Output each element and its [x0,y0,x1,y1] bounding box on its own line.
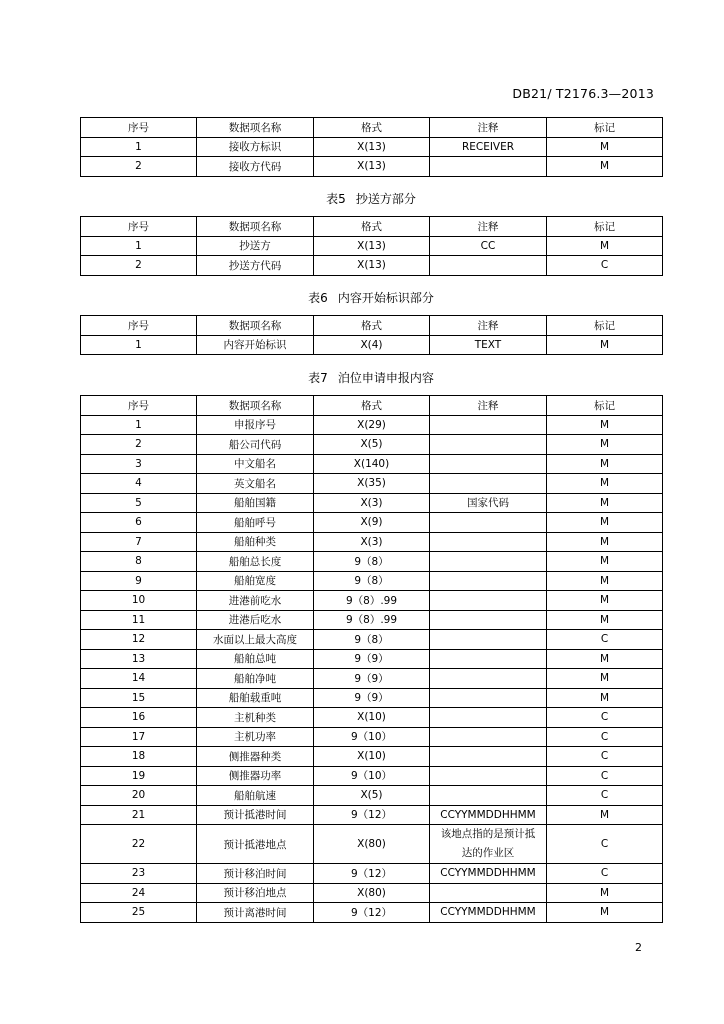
table-row [81,454,663,474]
table-cell: 9（10） [314,766,430,786]
table-cell: X(13) [314,137,430,157]
table-cell [430,256,547,276]
table-cell: M [547,552,663,572]
table-row [81,591,663,611]
caption-title: 泊位申请申报内容 [337,371,434,385]
table-row [81,708,663,728]
table-row [81,825,663,864]
table-cell: 19 [81,766,197,786]
column-header: 标记 [547,396,663,416]
table-cell: 8 [81,552,197,572]
table-row [81,610,663,630]
table-cell: 预计抵港地点 [197,825,314,864]
table-cell: X(80) [314,883,430,903]
table-cell [430,435,547,455]
column-header: 格式 [314,396,430,416]
table-cell: 9（8）.99 [314,610,430,630]
table-cell: 预计抵港时间 [197,805,314,825]
table-cell: 预计离港时间 [197,903,314,923]
table-cell: 25 [81,903,197,923]
table-cell: M [547,236,663,256]
header-row [81,118,663,138]
table-row [81,786,663,806]
table-cell [430,727,547,747]
table-cell: M [547,137,663,157]
table-cell [430,883,547,903]
table-row [81,513,663,533]
table-cell: 2 [81,435,197,455]
table-cell: 9（8） [314,552,430,572]
table-cell: 接收方标识 [197,137,314,157]
table-cell: M [547,903,663,923]
table-cell: 内容开始标识 [197,335,314,355]
table7-caption [80,369,662,386]
table-cell [430,532,547,552]
table-row [81,256,663,276]
table-cell: 抄送方代码 [197,256,314,276]
column-header: 格式 [314,217,430,237]
header-row [81,217,663,237]
table-cell: 23 [81,864,197,884]
column-header: 序号 [81,217,197,237]
table-cell: CCYYMMDDHHMM [430,864,547,884]
table-row [81,883,663,903]
table-cell: M [547,591,663,611]
table-cell [430,649,547,669]
table-berth-application [80,395,663,923]
table-cell: C [547,825,663,864]
table-cell: 22 [81,825,197,864]
table-cell: CC [430,236,547,256]
table-cell: X(3) [314,493,430,513]
table-row [81,630,663,650]
column-header: 数据项名称 [197,217,314,237]
table-cell [430,747,547,767]
column-header: 注释 [430,118,547,138]
header-row [81,396,663,416]
table-cell: 1 [81,415,197,435]
column-header: 注释 [430,217,547,237]
table-cell: 水面以上最大高度 [197,630,314,650]
table-cell: C [547,747,663,767]
table-cell: X(29) [314,415,430,435]
table-cell: 中文船名 [197,454,314,474]
table-cell [430,708,547,728]
caption-number: 表5 [326,192,346,206]
table-row [81,747,663,767]
table-row [81,137,663,157]
column-header: 序号 [81,316,197,336]
column-header: 数据项名称 [197,316,314,336]
table-cell: CCYYMMDDHHMM [430,805,547,825]
column-header: 注释 [430,396,547,416]
table-cell: 9（12） [314,864,430,884]
table-cell [430,513,547,533]
column-header: 数据项名称 [197,118,314,138]
table-cell: 船公司代码 [197,435,314,455]
page-number: 2 [635,941,642,954]
table-cell: 侧推器种类 [197,747,314,767]
column-header: 格式 [314,118,430,138]
table-cell: 船舶种类 [197,532,314,552]
table-cell: 17 [81,727,197,747]
table-cell: 9（10） [314,727,430,747]
table-cell: M [547,454,663,474]
column-header: 数据项名称 [197,396,314,416]
table-cell: C [547,630,663,650]
table-cell: M [547,532,663,552]
table-cell: M [547,649,663,669]
table-cell: 预计移泊时间 [197,864,314,884]
table-cell: X(35) [314,474,430,494]
table-cell [430,786,547,806]
table-cell: X(10) [314,747,430,767]
table-cell: 主机功率 [197,727,314,747]
table-cell: 9（12） [314,805,430,825]
table-cell: CCYYMMDDHHMM [430,903,547,923]
table-cell: 4 [81,474,197,494]
table-cell: 主机种类 [197,708,314,728]
column-header: 序号 [81,396,197,416]
column-header: 标记 [547,118,663,138]
table-cell: C [547,256,663,276]
table-cell: 1 [81,137,197,157]
table-row [81,552,663,572]
table-cell: M [547,415,663,435]
table-row [81,236,663,256]
table-cell: 预计移泊地点 [197,883,314,903]
table-cell: C [547,786,663,806]
table-row [81,649,663,669]
table-cell: 21 [81,805,197,825]
table-cell: 该地点指的是预计抵达的作业区 [430,825,547,864]
table-cell: M [547,805,663,825]
caption-title: 内容开始标识部分 [337,291,434,305]
table-cell: 15 [81,688,197,708]
table-cell: 20 [81,786,197,806]
table-cell: 抄送方 [197,236,314,256]
table-cell: 船舶净吨 [197,669,314,689]
table-cell: X(10) [314,708,430,728]
table-cell: 1 [81,236,197,256]
table-cell: X(13) [314,157,430,177]
table-cell: C [547,727,663,747]
table-cell: X(3) [314,532,430,552]
table-row [81,766,663,786]
column-header: 标记 [547,316,663,336]
table-cell: 1 [81,335,197,355]
caption-number: 表7 [308,371,328,385]
table5-caption [80,190,662,207]
table-cell: 9（9） [314,688,430,708]
table-cell: 船舶载重吨 [197,688,314,708]
table-cell: 5 [81,493,197,513]
table-cell: 6 [81,513,197,533]
table-cell: 国家代码 [430,493,547,513]
table-content-start [80,315,663,355]
table-cell: 9（8）.99 [314,591,430,611]
table-cell: 3 [81,454,197,474]
table-row [81,805,663,825]
table-cell [430,630,547,650]
header-row [81,316,663,336]
table-receiver [80,117,663,177]
table-row [81,669,663,689]
table-cell: 9（8） [314,630,430,650]
table-cell [430,688,547,708]
table-row [81,727,663,747]
table-row [81,157,663,177]
table-row [81,688,663,708]
table-cell [430,474,547,494]
table-cell: M [547,474,663,494]
table-cell: 9 [81,571,197,591]
table-cell [430,591,547,611]
table-cell: 侧推器功率 [197,766,314,786]
table-cell: C [547,708,663,728]
table-cell: M [547,157,663,177]
table-cell: M [547,493,663,513]
table-cell [430,669,547,689]
table-cell: 11 [81,610,197,630]
table-cell: X(4) [314,335,430,355]
table-cell: 进港后吃水 [197,610,314,630]
table-cell: M [547,669,663,689]
table-cell: 2 [81,157,197,177]
column-header: 标记 [547,217,663,237]
table-cell: X(5) [314,786,430,806]
table-cell: X(140) [314,454,430,474]
table-cell: 2 [81,256,197,276]
table-cell: 24 [81,883,197,903]
caption-number: 表6 [308,291,328,305]
table-row [81,435,663,455]
table-row [81,532,663,552]
table-cell: 船舶宽度 [197,571,314,591]
table-row [81,864,663,884]
table-row [81,415,663,435]
table-cell: 13 [81,649,197,669]
table-cell: 船舶呼号 [197,513,314,533]
table-cell: X(80) [314,825,430,864]
table-cell: M [547,513,663,533]
table-cell: 14 [81,669,197,689]
table-cell [430,415,547,435]
table-cell [430,571,547,591]
table-cell: X(9) [314,513,430,533]
table-cell: 12 [81,630,197,650]
caption-title: 抄送方部分 [355,192,416,206]
table-row [81,335,663,355]
table-cell: 船舶航速 [197,786,314,806]
table6-caption [80,289,662,306]
table-cell: 18 [81,747,197,767]
table-cell: 进港前吃水 [197,591,314,611]
table-cell: X(13) [314,256,430,276]
table-row [81,474,663,494]
table-cell: 10 [81,591,197,611]
table-cell: 接收方代码 [197,157,314,177]
table-cell: M [547,883,663,903]
table-cell [430,454,547,474]
table-cell: 7 [81,532,197,552]
table-cell: 9（12） [314,903,430,923]
table-cell: TEXT [430,335,547,355]
table-cell [430,552,547,572]
table-cell: 申报序号 [197,415,314,435]
table-cell: M [547,571,663,591]
table-cell [430,610,547,630]
table-cell [430,157,547,177]
table-cell: C [547,864,663,884]
table-cell: M [547,435,663,455]
table-cell: M [547,610,663,630]
table-row [81,493,663,513]
table-cell: M [547,335,663,355]
table-cc [80,216,663,276]
table-cell [430,766,547,786]
table-cell: 16 [81,708,197,728]
table-cell: 船舶总长度 [197,552,314,572]
table-cell: 船舶国籍 [197,493,314,513]
column-header: 注释 [430,316,547,336]
table-cell: RECEIVER [430,137,547,157]
table-cell: C [547,766,663,786]
column-header: 格式 [314,316,430,336]
table-cell: 船舶总吨 [197,649,314,669]
table-cell: 9（8） [314,571,430,591]
document-code: DB21/ T2176.3—2013 [512,86,654,101]
table-cell: 9（9） [314,669,430,689]
table-cell: X(13) [314,236,430,256]
table-cell: M [547,688,663,708]
table-row [81,903,663,923]
table-row [81,571,663,591]
table-cell: X(5) [314,435,430,455]
table-cell: 9（9） [314,649,430,669]
table-cell: 英文船名 [197,474,314,494]
column-header: 序号 [81,118,197,138]
